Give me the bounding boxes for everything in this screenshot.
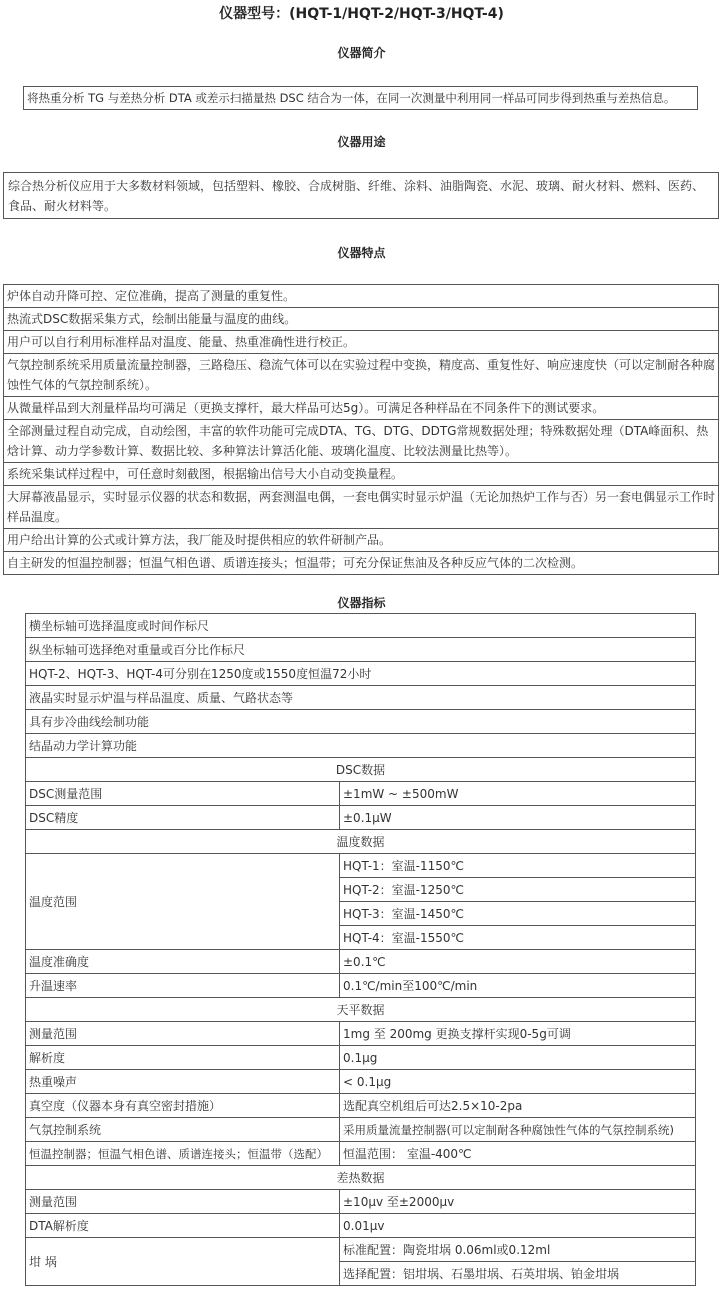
feature-item: 大屏幕液晶显示，实时显示仪器的状态和数据，两套测温电偶，一套电偶实时显示炉温（无论加热炉工作与否）另一套电偶显示工作时样品温度。 xyxy=(4,486,719,529)
spec-label: 真空度（仪器本身有真空密封措施） xyxy=(26,1094,340,1118)
table-row xyxy=(26,830,696,854)
spec-label: 测量范围 xyxy=(26,1190,340,1214)
spec-value: 标准配置：陶瓷坩埚 0.06ml或0.12ml xyxy=(340,1238,696,1262)
feature-item: 用户给出计算的公式或计算方法，我厂能及时提供相应的软件研制产品。 xyxy=(4,529,719,552)
table-row xyxy=(26,1094,696,1118)
spec-value: ±10μv 至±2000μv xyxy=(340,1190,696,1214)
table-row xyxy=(26,998,696,1022)
feature-row xyxy=(4,529,719,552)
spec-value: 选择配置：铝坩埚、石墨坩埚、石英坩埚、铂金坩埚 xyxy=(340,1262,696,1286)
spec-value: 恒温范围： 室温-400℃ xyxy=(340,1142,696,1166)
feature-item: 系统采集试样过程中，可任意时刻截图，根据输出信号大小自动变换量程。 xyxy=(4,463,719,486)
table-row xyxy=(26,638,696,662)
feature-row xyxy=(4,397,719,420)
spec-value: HQT-4：室温-1550℃ xyxy=(340,926,696,950)
spec-label: 升温速率 xyxy=(26,974,340,998)
spec-label: 气氛控制系统 xyxy=(26,1118,340,1142)
feature-row xyxy=(4,285,719,308)
spec-value: HQT-1：室温-1150℃ xyxy=(340,854,696,878)
table-row xyxy=(26,1022,696,1046)
table-row xyxy=(26,1118,696,1142)
feature-item: 炉体自动升降可控、定位准确，提高了测量的重复性。 xyxy=(4,285,719,308)
spec-general-item: 液晶实时显示炉温与样品温度、质量、气路状态等 xyxy=(26,686,696,710)
spec-value: HQT-2：室温-1250℃ xyxy=(340,878,696,902)
table-row xyxy=(26,662,696,686)
spec-label: 温度范围 xyxy=(26,854,340,950)
table-row xyxy=(26,758,696,782)
features-table xyxy=(3,284,719,575)
spec-label: 热重噪声 xyxy=(26,1070,340,1094)
intro-heading: 仪器简介 xyxy=(337,46,386,60)
spec-label: 解析度 xyxy=(26,1046,340,1070)
spec-label: DSC测量范围 xyxy=(26,782,340,806)
table-row xyxy=(26,686,696,710)
spec-value: < 0.1μg xyxy=(340,1070,696,1094)
feature-row xyxy=(4,331,719,354)
specs-table xyxy=(25,613,696,1286)
table-row xyxy=(26,1142,696,1166)
spec-label: 温度准确度 xyxy=(26,950,340,974)
table-row xyxy=(26,1166,696,1190)
table-row xyxy=(26,734,696,758)
spec-value: ±0.1μW xyxy=(340,806,696,830)
table-row xyxy=(26,710,696,734)
table-row xyxy=(26,950,696,974)
temp-section-header: 温度数据 xyxy=(26,830,696,854)
feature-item: 用户可以自行利用标准样品对温度、能量、热重准确性进行校正。 xyxy=(4,331,719,354)
table-row xyxy=(26,1190,696,1214)
feature-row xyxy=(4,354,719,397)
spec-label: DSC精度 xyxy=(26,806,340,830)
feature-item: 自主研发的恒温控制器；恒温气相色谱、质谱连接头；恒温带；可充分保证焦油及各种反应气体的二次检测。 xyxy=(4,552,719,575)
balance-section-header: 天平数据 xyxy=(26,998,696,1022)
spec-value: 0.1℃/min至100℃/min xyxy=(340,974,696,998)
spec-value: 0.01μv xyxy=(340,1214,696,1238)
spec-label: DTA解析度 xyxy=(26,1214,340,1238)
feature-item: 全部测量过程自动完成，自动绘图，丰富的软件功能可完成DTA、TG、DTG、DDTG常规数据处理；特殊数据处理（DTA峰面积、热焓计算、动力学参数计算、数据比较、多种算法计算活化能、玻璃化温度、比较法测量比热等）。 xyxy=(4,420,719,463)
spec-general-item: 结晶动力学计算功能 xyxy=(26,734,696,758)
feature-row xyxy=(4,463,719,486)
table-row xyxy=(26,1070,696,1094)
dta-section-header: 差热数据 xyxy=(26,1166,696,1190)
feature-row xyxy=(4,420,719,463)
spec-label: 测量范围 xyxy=(26,1022,340,1046)
features-heading: 仪器特点 xyxy=(337,246,386,260)
spec-value: ±0.1℃ xyxy=(340,950,696,974)
table-row xyxy=(26,1214,696,1238)
dsc-section-header: DSC数据 xyxy=(26,758,696,782)
spec-label: 坩 埚 xyxy=(26,1238,340,1286)
spec-value: 采用质量流量控制器(可以定制耐各种腐蚀性气体的气氛控制系统) xyxy=(340,1118,696,1142)
spec-value: 1mg 至 200mg 更换支撑杆实现0-5g可调 xyxy=(340,1022,696,1046)
feature-row xyxy=(4,486,719,529)
feature-row xyxy=(4,552,719,575)
spec-value: ±1mW ~ ±500mW xyxy=(340,782,696,806)
table-row xyxy=(26,614,696,638)
table-row xyxy=(26,782,696,806)
spec-label: 恒温控制器；恒温气相色谱、质谱连接头；恒温带（选配） xyxy=(26,1142,340,1166)
table-row xyxy=(26,806,696,830)
feature-item: 从微量样品到大剂量样品均可满足（更换支撑杆，最大样品可达5g）。可满足各种样品在不同条件下的测试要求。 xyxy=(4,397,719,420)
spec-general-item: 横坐标轴可选择温度或时间作标尺 xyxy=(26,614,696,638)
feature-item: 热流式DSC数据采集方式，绘制出能量与温度的曲线。 xyxy=(4,308,719,331)
spec-value: 选配真空机组后可达2.5×10-2pa xyxy=(340,1094,696,1118)
spec-value: 0.1μg xyxy=(340,1046,696,1070)
table-row xyxy=(26,1046,696,1070)
table-row xyxy=(26,854,696,878)
spec-value: HQT-3：室温-1450℃ xyxy=(340,902,696,926)
spec-general-item: 纵坐标轴可选择绝对重量或百分比作标尺 xyxy=(26,638,696,662)
table-row xyxy=(26,1238,696,1262)
usage-box: 综合热分析仪应用于大多数材料领域，包括塑料、橡胶、合成树脂、纤维、涂料、油脂陶瓷、水泥、玻璃、耐火材料、燃料、医药、食品、耐火材料等。 xyxy=(3,172,719,219)
spec-general-item: 具有步冷曲线绘制功能 xyxy=(26,710,696,734)
table-row xyxy=(26,974,696,998)
feature-row xyxy=(4,308,719,331)
page-title: 仪器型号：(HQT-1/HQT-2/HQT-3/HQT-4) xyxy=(219,6,504,22)
spec-general-item: HQT-2、HQT-3、HQT-4可分别在1250度或1550度恒温72小时 xyxy=(26,662,696,686)
feature-item: 气氛控制系统采用质量流量控制器，三路稳压、稳流气体可以在实验过程中变换，精度高、重复性好、响应速度快（可以定制耐各种腐蚀性气体的气氛控制系统）。 xyxy=(4,354,719,397)
intro-box: 将热重分析 TG 与差热分析 DTA 或差示扫描量热 DSC 结合为一体，在同一次测量中利用同一样品可同步得到热重与差热信息。 xyxy=(23,86,698,110)
specs-heading: 仪器指标 xyxy=(337,596,386,610)
usage-heading: 仪器用途 xyxy=(337,135,386,149)
